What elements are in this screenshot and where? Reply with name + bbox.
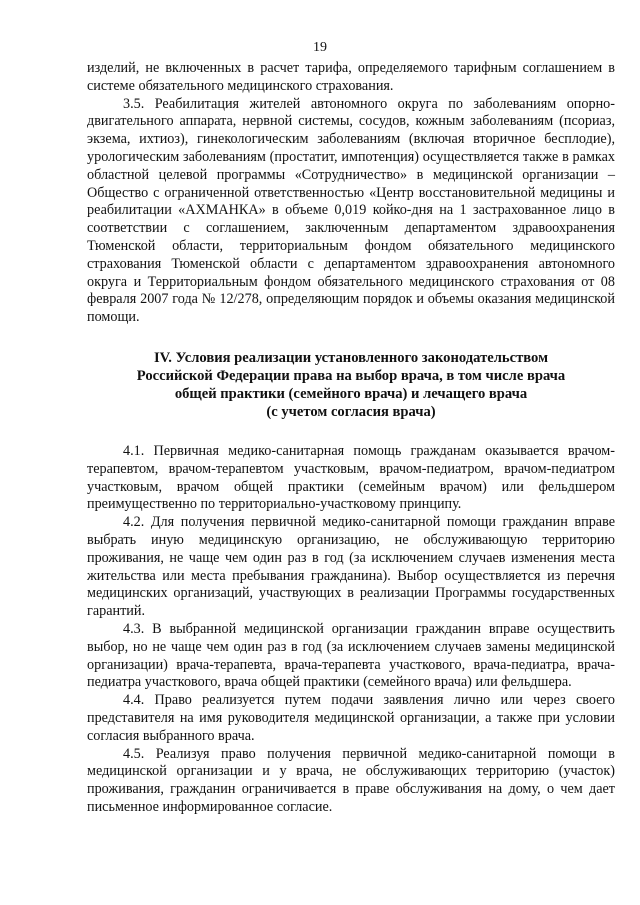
paragraph-4-5: 4.5. Реализуя право получения первичной медико-санитарной помощи в медицинской организации и у врача, не обслуживающих территорию (участок) проживания, гражданин ограничивается в праве обслуживания на дому, о чем дает письменное информированное согласие.	[87, 745, 615, 815]
paragraph-4-1: 4.1. Первичная медико-санитарная помощь гражданам оказывается врачом-терапевтом, врачом-терапевтом участковым, врачом-педиатром, врачом-педиатром участковым, врачом общей практики (семейным врачом) или фельдшером преимущественно по территориально-участковому принципу.	[87, 442, 615, 513]
continuation-paragraph: изделий, не включенных в расчет тарифа, определяемого тарифным соглашением в системе обязательного медицинского страхования.	[87, 60, 615, 94]
heading-line: (с учетом согласия врача)	[266, 403, 436, 420]
page-number: 19	[313, 40, 327, 55]
section-iv-heading	[87, 349, 615, 421]
paragraph-3-5: 3.5. Реабилитация жителей автономного округа по заболеваниям опорно-двигательного аппарата, нервной системы, сосудов, кожным заболеваниям (псориаз, экзема, ихтиоз), гинекологическим заболеваниям (включая вторичное бесплодие), урологическим заболеваниям (простатит, импотенция) осуществляется также в рамках областной целевой программы «Сотрудничество» в медицинской организации – Общество с ограниченной ответственностью «Центр восстановительной медицины и реабилитации «АХМАНКА» в объеме 0,019 койко-дня на 1 застрахованное лицо в соответствии с соглашением, заключенным департаментом здравоохранения Тюменской области, территориальным фондом обязательного медицинского страхования Тюменской области с департаментом здравоохранения автономного округа и Территориальным фондом обязательного медицинского страхования от 08 февраля 2007 года № 12/278, определяющим порядок и объемы оказания медицинской помощи.	[87, 95, 615, 326]
heading-line: IV. Условия реализации установленного законодательством	[153, 349, 549, 366]
paragraph-4-3: 4.3. В выбранной медицинской организации гражданин вправе осуществить выбор, но не чаще чем один раз в год (за исключением случаев замены медицинской организации) врача-терапевта, врача-терапевта участкового, врача-педиатра, врача-педиатра участкового, врача общей практики (семейного врача) или фельдшера.	[87, 620, 615, 691]
document-body	[87, 60, 615, 817]
paragraph-4-4: 4.4. Право реализуется путем подачи заявления лично или через своего представителя на имя руководителя медицинской организации, а также при условии согласия выбранного врача.	[87, 692, 615, 744]
heading-line: общей практики (семейного врача) и лечащего врача	[174, 385, 528, 402]
heading-line: Российской Федерации права на выбор врача, в том числе врача	[136, 367, 566, 384]
paragraph-4-2: 4.2. Для получения первичной медико-санитарной помощи гражданин вправе выбрать иную медицинскую организацию, не обслуживающую территорию проживания, не чаще чем один раз в год (за исключением случаев изменения места жительства или места пребывания гражданина). Выбор осуществляется из перечня медицинских организаций, участвующих в реализации Программы государственных гарантий.	[87, 514, 615, 620]
